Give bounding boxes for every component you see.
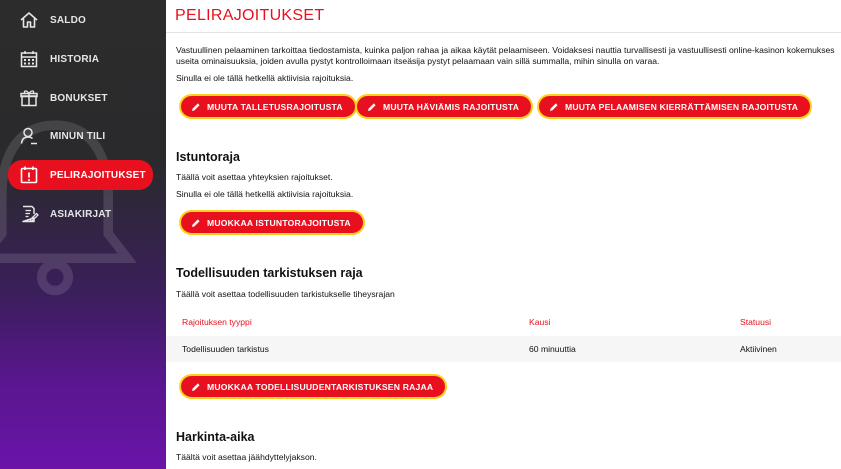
column-header: Statuusi [740, 317, 772, 327]
pencil-icon [191, 102, 201, 112]
calendar-icon [18, 48, 40, 70]
cooling-off-desc: Täältä voit asettaa jäähdyttelyjakson. [176, 452, 317, 462]
table-row [166, 336, 841, 362]
document-edit-icon [18, 203, 40, 225]
button-label: MUUTA HÄVIÄMIS RAJOITUSTA [383, 101, 520, 112]
main-content [166, 0, 841, 469]
table-cell: 60 minuuttia [529, 344, 576, 354]
reality-check-desc: Täällä voit asettaa todellisuuden tarkistukselle tiheysrajan [176, 289, 395, 299]
pencil-icon [191, 382, 201, 392]
session-limit-desc: Täällä voit asettaa yhteyksien rajoitukset. [176, 172, 333, 182]
sidebar-item-label: PELIRAJOITUKSET [50, 169, 146, 181]
session-no-limits-text: Sinulla ei ole tällä hetkellä aktiivisia rajoituksia. [176, 189, 354, 199]
intro-text-line2: useita ominaisuuksia, joiden avulla pystyt kontrolloimaan itseäsija pystyt pelaamaan vain sillä summalla, mihin sinulla on varaa. [176, 56, 660, 66]
sidebar-item-minun-tili[interactable] [8, 121, 153, 151]
pencil-icon [549, 102, 559, 112]
reality-check-heading: Todellisuuden tarkistuksen raja [176, 266, 363, 280]
sidebar-item-pelirajoitukset[interactable] [8, 160, 153, 190]
title-divider [166, 32, 841, 33]
table-cell: Aktiivinen [740, 344, 777, 354]
column-header: Rajoituksen tyyppi [182, 317, 252, 327]
change-wagering-limit-button[interactable] [537, 94, 812, 119]
edit-reality-check-button[interactable] [179, 374, 447, 399]
gift-icon [18, 87, 40, 109]
sidebar-item-label: HISTORIA [50, 53, 100, 65]
button-label: MUOKKAA TODELLISUUDENTARKISTUKSEN RAJAA [207, 381, 434, 392]
sidebar-item-label: SALDO [50, 14, 86, 26]
sidebar-item-label: ASIAKIRJAT [50, 208, 112, 220]
sidebar-item-saldo[interactable] [8, 5, 153, 35]
change-deposit-limit-button[interactable] [179, 94, 357, 119]
sidebar-item-historia[interactable] [8, 44, 153, 74]
change-loss-limit-button[interactable] [355, 94, 533, 119]
intro-text: Vastuullinen pelaaminen tarkoittaa tiedostamista, kuinka paljon rahaa ja aikaa käytät pelaamiseen. Voidaksesi nauttia turvallisesti ja vastuullisesti online-kasinon kokemukses [176, 45, 835, 55]
session-limit-heading: Istuntoraja [176, 150, 240, 164]
home-icon [18, 9, 40, 31]
edit-session-limit-button[interactable] [179, 210, 365, 235]
column-header: Kausi [529, 317, 551, 327]
sidebar-item-bonukset[interactable] [8, 83, 153, 113]
sidebar-item-asiakirjat[interactable] [8, 199, 153, 229]
button-label: MUUTA TALLETUSRAJOITUSTA [207, 101, 343, 112]
pencil-icon [367, 102, 377, 112]
table-header [166, 309, 841, 335]
button-label: MUUTA PELAAMISEN KIERRÄTTÄMISEN RAJOITUSTA [565, 101, 799, 112]
sidebar-item-label: BONUKSET [50, 92, 108, 104]
cooling-off-heading: Harkinta-aika [176, 430, 255, 444]
alert-calendar-icon [18, 164, 40, 186]
page-title: PELIRAJOITUKSET [175, 7, 325, 24]
pencil-icon [191, 218, 201, 228]
button-label: MUOKKAA ISTUNTORAJOITUSTA [207, 217, 351, 228]
table-cell: Todellisuuden tarkistus [182, 344, 269, 354]
sidebar-item-label: MINUN TILI [50, 130, 106, 142]
no-limits-text: Sinulla ei ole tällä hetkellä aktiivisia rajoituksia. [176, 73, 354, 83]
sidebar [0, 0, 166, 469]
user-icon [18, 125, 40, 147]
